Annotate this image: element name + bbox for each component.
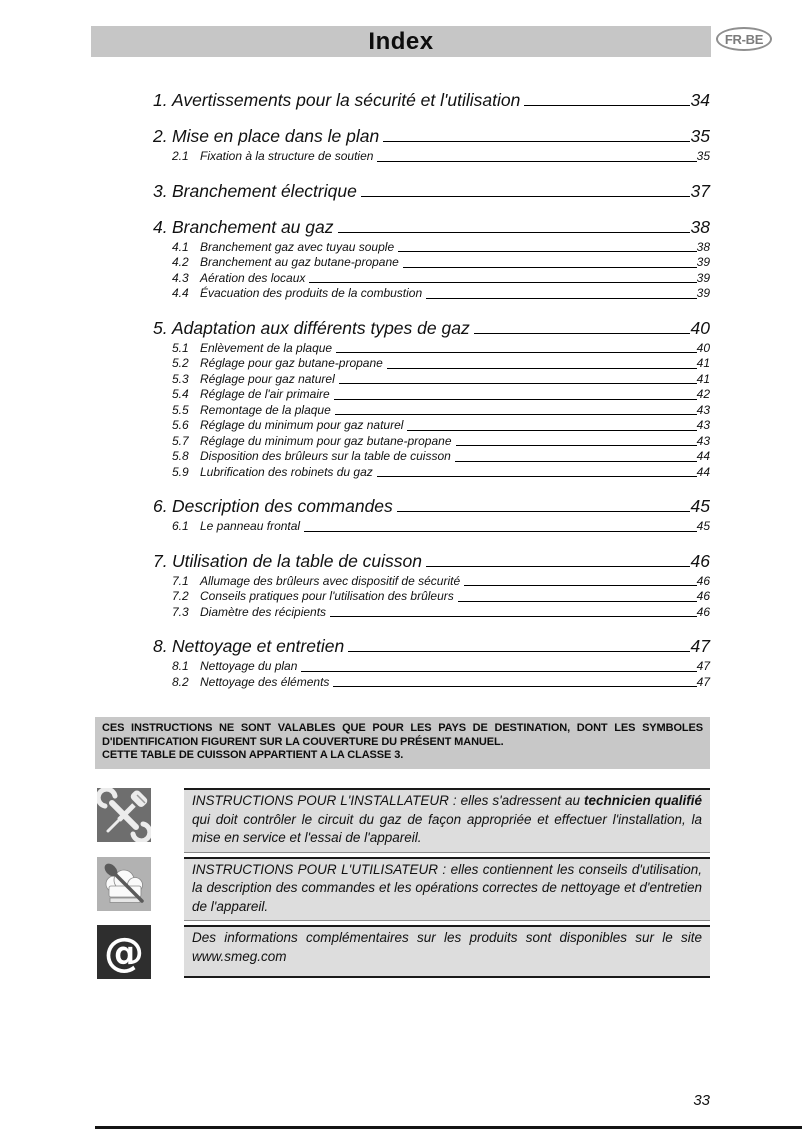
toc-subentry-number: 5.9 — [172, 464, 189, 479]
toc-subentry-page: 44 — [696, 464, 710, 479]
toc-entry-page: 46 — [690, 550, 710, 571]
toc-subentry-title: Branchement au gaz butane-propane — [200, 255, 399, 269]
user-instructions-text — [184, 857, 710, 922]
toc-entry — [153, 217, 710, 237]
user-text-prefix: INSTRUCTIONS POUR L'UTILISATEUR : elles contiennent les conseils d'utilisation, la description des commandes et les opérations correctes de nettoyage et d'entretien de l'appareil. — [192, 861, 702, 914]
leader-line — [336, 352, 697, 353]
toc-entry-title: Avertissements pour la sécurité et l'utilisation — [172, 90, 521, 110]
website-text-prefix: Des informations complémentaires sur les produits sont disponibles sur le site www.smeg.com — [192, 930, 702, 964]
toc-subentry-number: 4.4 — [172, 286, 189, 300]
toc-entry-title: Nettoyage et entretien — [172, 636, 345, 656]
toc-entry-page: 45 — [690, 496, 710, 516]
toc-subentry — [172, 605, 710, 621]
toc-entry — [153, 496, 710, 516]
toc-subentry-page: 47 — [696, 674, 710, 689]
toc-subentry-title: Réglage du minimum pour gaz butane-propane — [200, 433, 452, 448]
leader-line — [335, 414, 697, 415]
header-bar — [91, 26, 711, 57]
toc-subentry — [172, 271, 710, 287]
toc-entry-number: 1. — [153, 90, 168, 110]
leader-line — [361, 196, 690, 197]
toc-entry — [153, 90, 710, 110]
toc-entry-number: 4. — [153, 216, 168, 237]
toc-section — [153, 126, 710, 165]
toc-subentry — [172, 519, 710, 535]
toc-subentry-page: 38 — [696, 239, 710, 254]
toc-section — [153, 636, 710, 690]
toc-subentry — [172, 449, 710, 465]
toc-section — [153, 496, 710, 535]
toc-subentry-number: 7.1 — [172, 573, 189, 588]
toc-subentry-number: 5.5 — [172, 402, 189, 417]
toc-entry-page: 35 — [690, 126, 710, 146]
toc-section — [153, 551, 710, 621]
toc-subentry-number: 5.6 — [172, 418, 189, 432]
toc-entry-title: Utilisation de la table de cuisson — [172, 550, 423, 571]
tools-icon — [97, 788, 151, 842]
notice-line-1: CES INSTRUCTIONS NE SONT VALABLES QUE POUR LES PAYS DE DESTINATION, DONT LES SYMBOLES D'IDENTIFICATION FIGURENT SUR LA COUVERTURE DU PRÉSENT MANUEL. — [102, 722, 703, 748]
toc-entry — [153, 551, 710, 571]
toc-subentry-number: 8.1 — [172, 659, 189, 673]
toc-subentry-title: Réglage du minimum pour gaz naturel — [200, 418, 404, 432]
toc-subentry-title: Nettoyage du plan — [200, 659, 298, 673]
toc-entry-page: 47 — [690, 636, 710, 656]
toc-subentry-title: Le panneau frontal — [200, 519, 301, 533]
toc-subentry-number: 5.8 — [172, 449, 189, 463]
toc-subentry — [172, 356, 710, 372]
toc-subentry-page: 39 — [696, 270, 710, 285]
toc-subentry-title: Nettoyage des éléments — [200, 674, 330, 689]
toc-subentry-page: 46 — [696, 573, 710, 588]
bottom-rule — [95, 1126, 802, 1129]
toc-subentry-page: 43 — [696, 418, 710, 432]
toc-subentry-number: 8.2 — [172, 674, 189, 689]
installer-text-suffix: qui doit contrôler le circuit du gaz de façon appropriée et effectuer l'installation, la mise en service et l'essai de l'appareil. — [192, 811, 702, 845]
at-icon — [97, 925, 151, 979]
toc-subentry-page: 43 — [696, 402, 710, 417]
toc-subentry-number: 4.3 — [172, 270, 189, 285]
leader-line — [309, 282, 696, 283]
toc-subentry — [172, 149, 710, 165]
toc-section — [153, 318, 710, 481]
toc-subentry-page: 40 — [696, 340, 710, 355]
toc-subentry-number: 2.1 — [172, 149, 189, 163]
toc-entry-number: 8. — [153, 636, 168, 656]
instruction-blocks — [97, 788, 710, 983]
installer-instructions-text — [184, 788, 710, 853]
toc-subentry — [172, 255, 710, 271]
table-of-contents — [153, 90, 710, 690]
toc-subentry-page: 41 — [696, 356, 710, 370]
toc-subentry — [172, 372, 710, 388]
leader-line — [377, 161, 696, 162]
toc-entry-number: 5. — [153, 317, 168, 338]
toc-subentry-title: Diamètre des récipients — [200, 604, 327, 619]
toc-subentry-title: Branchement gaz avec tuyau souple — [200, 239, 395, 254]
toc-subentry — [172, 465, 710, 481]
toc-entry-page: 37 — [690, 180, 710, 201]
leader-line — [387, 368, 697, 369]
leader-line — [403, 267, 697, 268]
toc-subentry-title: Enlèvement de la plaque — [200, 340, 333, 355]
toc-entry — [153, 636, 710, 656]
toc-entry-number: 2. — [153, 126, 168, 146]
leader-line — [338, 232, 690, 233]
toc-entry — [153, 318, 710, 338]
leader-line — [377, 476, 697, 477]
website-info-text — [184, 925, 710, 978]
toc-subentry-page: 35 — [696, 149, 710, 163]
leader-line — [474, 333, 690, 334]
toc-subentry-page: 39 — [696, 286, 710, 300]
toc-subsections — [153, 574, 710, 621]
toc-subentry — [172, 675, 710, 691]
toc-subentry-number: 7.3 — [172, 604, 189, 619]
toc-subentry-number: 5.4 — [172, 387, 189, 401]
toc-subsections — [153, 659, 710, 690]
leader-line — [458, 601, 697, 602]
toc-subentry — [172, 286, 710, 302]
language-badge-label: FR-BE — [724, 31, 764, 47]
toc-section — [153, 181, 710, 201]
toc-subentry — [172, 240, 710, 256]
toc-subentry-number: 7.2 — [172, 589, 189, 603]
toc-subentry — [172, 589, 710, 605]
toc-subentry-title: Remontage de la plaque — [200, 402, 331, 417]
toc-subentry-number: 5.2 — [172, 356, 189, 370]
installer-text-prefix: INSTRUCTIONS POUR L'INSTALLATEUR : elles s'adressent au — [192, 793, 584, 808]
toc-subentry-title: Disposition des brûleurs sur la table de cuisson — [200, 449, 451, 463]
toc-subentry-number: 5.3 — [172, 371, 189, 386]
toc-subentry-page: 42 — [696, 387, 710, 401]
leader-line — [464, 585, 697, 586]
toc-subsections — [153, 240, 710, 302]
toc-subentry-page: 46 — [696, 589, 710, 603]
leader-line — [348, 651, 689, 652]
toc-entry-title: Mise en place dans le plan — [172, 126, 380, 146]
toc-subentry-title: Évacuation des produits de la combustion — [200, 286, 423, 300]
toc-subentry-number: 5.1 — [172, 340, 189, 355]
toc-subentry-number: 5.7 — [172, 433, 189, 448]
user-instructions-row — [97, 857, 710, 922]
toc-entry — [153, 181, 710, 201]
svg-text:@: @ — [104, 930, 144, 976]
toc-entry-number: 6. — [153, 496, 168, 516]
toc-subentry-number: 4.1 — [172, 239, 189, 254]
toc-entry-title: Adaptation aux différents types de gaz — [172, 317, 470, 338]
toc-subentry-page: 43 — [696, 433, 710, 448]
leader-line — [330, 616, 697, 617]
toc-entry-page: 38 — [690, 216, 710, 237]
toc-subentry — [172, 387, 710, 403]
toc-subentry-title: Conseils pratiques pour l'utilisation des brûleurs — [200, 589, 454, 603]
toc-subentry — [172, 434, 710, 450]
leader-line — [383, 141, 689, 142]
toc-subentry — [172, 341, 710, 357]
toc-entry-number: 3. — [153, 180, 168, 201]
toc-subentry-title: Aération des locaux — [200, 270, 306, 285]
toc-entry — [153, 126, 710, 146]
installer-instructions-row — [97, 788, 710, 853]
toc-subentry-title: Fixation à la structure de soutien — [200, 149, 374, 163]
leader-line — [397, 511, 690, 512]
leader-line — [524, 105, 689, 106]
toc-subsections — [153, 519, 710, 535]
leader-line — [339, 383, 697, 384]
language-badge — [716, 27, 772, 51]
toc-entry-page: 40 — [690, 317, 710, 338]
toc-subentry-page: 46 — [696, 604, 710, 619]
website-info-row — [97, 925, 710, 979]
toc-section — [153, 217, 710, 302]
installer-text-bold: technicien qualifié — [583, 793, 703, 808]
toc-subentry-page: 44 — [696, 449, 710, 463]
toc-entry-title: Branchement au gaz — [172, 216, 334, 237]
toc-subentry-title: Réglage pour gaz butane-propane — [200, 356, 383, 370]
leader-line — [426, 566, 690, 567]
leader-line — [304, 531, 697, 532]
page-number: 33 — [693, 1092, 710, 1109]
toc-subentry-page: 45 — [696, 519, 710, 533]
toc-subsections — [153, 149, 710, 165]
toc-entry-number: 7. — [153, 550, 168, 571]
notice-box — [95, 717, 710, 769]
leader-line — [426, 298, 697, 299]
leader-line — [456, 445, 697, 446]
toc-subentry — [172, 574, 710, 590]
notice-line-2: CETTE TABLE DE CUISSON APPARTIENT A LA CLASSE 3. — [102, 749, 404, 761]
toc-subentry-page: 47 — [696, 659, 710, 673]
chef-hat-icon — [97, 857, 151, 911]
leader-line — [398, 251, 697, 252]
leader-line — [407, 430, 696, 431]
toc-entry-page: 34 — [690, 90, 710, 110]
toc-subentry-number: 4.2 — [172, 255, 189, 269]
page-title: Index — [368, 28, 434, 55]
leader-line — [301, 671, 696, 672]
toc-subentry-title: Lubrification des robinets du gaz — [200, 464, 373, 479]
toc-subentry-title: Allumage des brûleurs avec dispositif de sécurité — [200, 573, 461, 588]
toc-section — [153, 90, 710, 110]
toc-subentry — [172, 418, 710, 434]
toc-subentry-title: Réglage de l'air primaire — [200, 387, 330, 401]
toc-subentry-page: 39 — [696, 255, 710, 269]
leader-line — [334, 399, 697, 400]
toc-subentry-number: 6.1 — [172, 519, 189, 533]
leader-line — [333, 686, 696, 687]
toc-entry-title: Description des commandes — [172, 496, 393, 516]
toc-subentry-title: Réglage pour gaz naturel — [200, 371, 335, 386]
toc-subentry — [172, 659, 710, 675]
leader-line — [455, 461, 697, 462]
toc-entry-title: Branchement électrique — [172, 180, 357, 201]
toc-subentry-page: 41 — [696, 371, 710, 386]
toc-subentry — [172, 403, 710, 419]
toc-subsections — [153, 341, 710, 481]
